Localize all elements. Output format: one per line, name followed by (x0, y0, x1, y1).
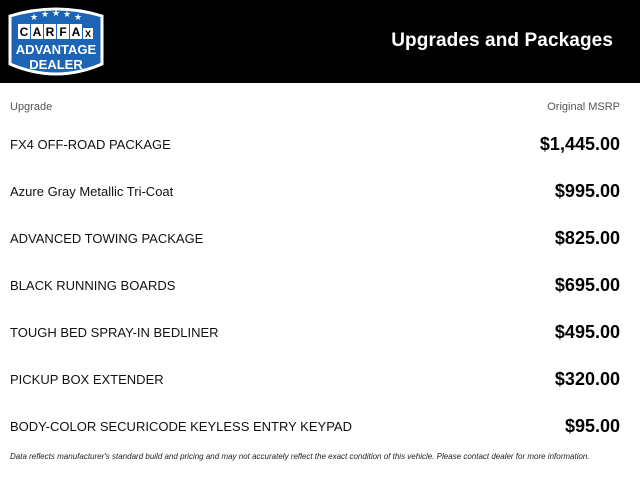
upgrade-price: $825.00 (554, 228, 620, 248)
upgrade-price: $495.00 (554, 322, 620, 342)
svg-text:★: ★ (62, 10, 72, 20)
upgrade-price: $320.00 (554, 369, 620, 389)
upgrade-name: BODY-COLOR SECURICODE KEYLESS ENTRY KEYPAD (10, 419, 352, 434)
logo-letter: C (19, 25, 29, 39)
logo-line1: ADVANTAGE (15, 42, 97, 57)
upgrade-name: PICKUP BOX EXTENDER (10, 372, 164, 387)
page-title: Upgrades and Packages (391, 30, 613, 51)
disclaimer-text: Data reflects manufacturer's standard build and pricing and may not accurately reflect the exact condition of this vehicle. Please contact dealer for more information. (10, 452, 590, 461)
upgrade-name: Azure Gray Metallic Tri-Coat (10, 184, 174, 199)
table-row (0, 215, 640, 262)
header-bar (0, 0, 640, 83)
upgrade-name: ADVANCED TOWING PACKAGE (10, 231, 204, 246)
logo-line2: DEALER (29, 57, 83, 72)
upgrade-price: $95.00 (564, 416, 620, 436)
upgrade-price: $695.00 (554, 275, 620, 295)
svg-text:★: ★ (73, 13, 83, 23)
upgrade-price: $995.00 (554, 181, 620, 201)
upgrade-name: TOUGH BED SPRAY-IN BEDLINER (10, 325, 219, 340)
upgrades-list (0, 121, 640, 450)
svg-text:★: ★ (51, 9, 61, 19)
table-row (0, 403, 640, 450)
table-row (0, 262, 640, 309)
upgrade-price: $1,445.00 (539, 134, 620, 154)
upgrade-name: BLACK RUNNING BOARDS (10, 278, 176, 293)
table-row (0, 168, 640, 215)
table-row (0, 309, 640, 356)
carfax-advantage-dealer-logo (4, 4, 108, 79)
logo-letter: A (32, 25, 42, 39)
logo-letter: R (45, 25, 55, 39)
upgrade-name: FX4 OFF-ROAD PACKAGE (10, 137, 171, 152)
table-row (0, 121, 640, 168)
svg-text:★: ★ (40, 10, 50, 20)
table-header (0, 99, 640, 115)
logo-letter: X (84, 29, 92, 39)
col-upgrade-label: Upgrade (10, 101, 53, 113)
logo-letter: A (71, 25, 81, 39)
logo-letter: F (59, 25, 67, 39)
svg-text:★: ★ (29, 13, 39, 23)
col-msrp-label: Original MSRP (547, 101, 620, 113)
table-row (0, 356, 640, 403)
